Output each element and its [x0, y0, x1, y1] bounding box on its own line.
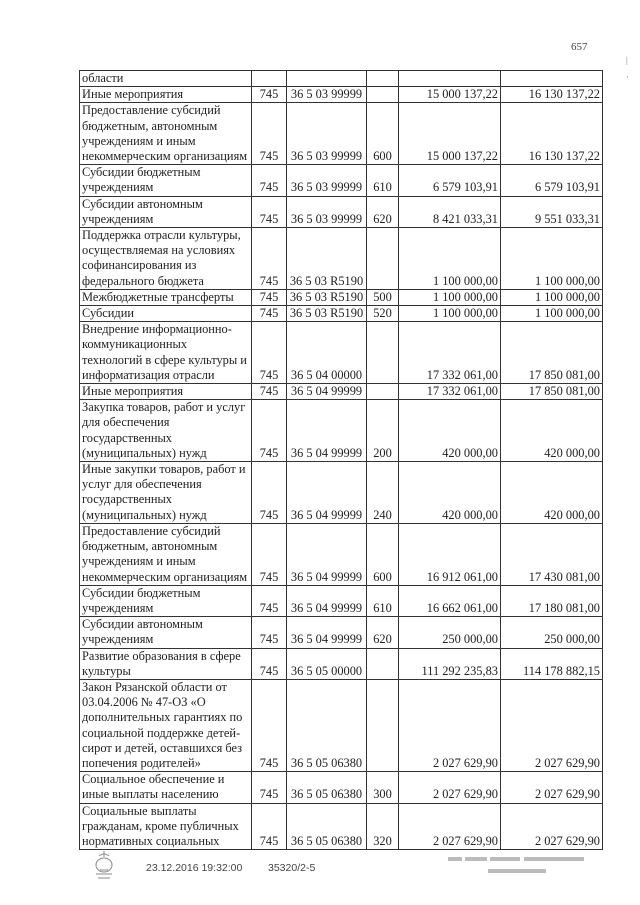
cell-amount-2017: 17 332 061,00 [399, 322, 501, 384]
cell-expense-type: 600 [367, 103, 399, 165]
cell-amount-2017: 420 000,00 [399, 462, 501, 524]
cell-expense-type [367, 71, 399, 87]
table-row [80, 462, 603, 524]
cell-amount-2017: 8 421 033,31 [399, 196, 501, 227]
cell-amount-2017: 1 100 000,00 [399, 228, 501, 290]
table-row [80, 648, 603, 679]
cell-amount-2018: 2 027 629,90 [501, 679, 603, 771]
registration-stamp [448, 853, 586, 879]
cell-target-article: 36 5 04 99999 [287, 523, 367, 585]
table-row [80, 617, 603, 648]
table-row [80, 523, 603, 585]
cell-amount-2018: 17 180 081,00 [501, 585, 603, 616]
table-row [80, 322, 603, 384]
cell-amount-2018: 17 850 081,00 [501, 384, 603, 400]
table-row [80, 196, 603, 227]
table-row [80, 679, 603, 771]
cell-target-article: 36 5 03 99999 [287, 165, 367, 196]
cell-amount-2017: 1 100 000,00 [399, 306, 501, 322]
cell-ministry: 745 [252, 289, 287, 305]
cell-amount-2018: 16 130 137,22 [501, 87, 603, 103]
cell-name: Закон Рязанской области от 03.04.2006 № 47-ОЗ «О дополнительных гарантиях по социальной поддержке детей-сирот и детей, оставшихся без попечения родителей» [80, 679, 252, 771]
cell-expense-type: 620 [367, 196, 399, 227]
cell-expense-type: 300 [367, 772, 399, 803]
cell-amount-2018: 2 027 629,90 [501, 803, 603, 850]
cell-expense-type: 240 [367, 462, 399, 524]
cell-name: Иные мероприятия [80, 384, 252, 400]
cell-name: Субсидии автономным учреждениям [80, 196, 252, 227]
cell-amount-2017: 111 292 235,83 [399, 648, 501, 679]
cell-ministry: 745 [252, 462, 287, 524]
cell-expense-type [367, 384, 399, 400]
table-row [80, 772, 603, 803]
cell-name: Субсидии бюджетным учреждениям [80, 585, 252, 616]
cell-ministry: 745 [252, 648, 287, 679]
cell-target-article: 36 5 03 99999 [287, 103, 367, 165]
cell-amount-2018: 114 178 882,15 [501, 648, 603, 679]
cell-amount-2017: 16 912 061,00 [399, 523, 501, 585]
cell-expense-type [367, 679, 399, 771]
cell-target-article: 36 5 04 99999 [287, 462, 367, 524]
cell-amount-2017: 15 000 137,22 [399, 87, 501, 103]
cell-ministry [252, 71, 287, 87]
cell-name: Развитие образования в сфере культуры [80, 648, 252, 679]
cell-ministry: 745 [252, 679, 287, 771]
cell-name: Поддержка отрасли культуры, осуществляемая на условиях софинансирования из федерального бюджета [80, 228, 252, 290]
cell-amount-2018: 2 027 629,90 [501, 772, 603, 803]
table-row [80, 87, 603, 103]
cell-ministry: 745 [252, 803, 287, 850]
cell-amount-2017: 17 332 061,00 [399, 384, 501, 400]
cell-expense-type: 200 [367, 400, 399, 462]
cell-target-article: 36 5 03 99999 [287, 196, 367, 227]
cell-amount-2017: 2 027 629,90 [399, 772, 501, 803]
cell-ministry: 745 [252, 228, 287, 290]
margin-mark: · [626, 72, 629, 82]
cell-expense-type: 620 [367, 617, 399, 648]
cell-expense-type [367, 87, 399, 103]
cell-name: области [80, 71, 252, 87]
cell-name: Внедрение информационно-коммуникационных технологий в сфере культуры и информатизация отрасли [80, 322, 252, 384]
cell-expense-type [367, 648, 399, 679]
cell-target-article: 36 5 04 00000 [287, 322, 367, 384]
cell-name: Закупка товаров, работ и услуг для обеспечения государственных (муниципальных) нужд [80, 400, 252, 462]
cell-ministry: 745 [252, 384, 287, 400]
cell-ministry: 745 [252, 400, 287, 462]
cell-amount-2017 [399, 71, 501, 87]
cell-amount-2018: 9 551 033,31 [501, 196, 603, 227]
cell-amount-2018: 17 430 081,00 [501, 523, 603, 585]
cell-amount-2018: 250 000,00 [501, 617, 603, 648]
cell-target-article: 36 5 05 06380 [287, 803, 367, 850]
cell-name: Социальные выплаты гражданам, кроме публичных нормативных социальных [80, 803, 252, 850]
table-row [80, 384, 603, 400]
cell-amount-2018: 6 579 103,91 [501, 165, 603, 196]
page-number: 657 [571, 41, 588, 53]
table-row [80, 306, 603, 322]
cell-expense-type: 610 [367, 165, 399, 196]
cell-amount-2018: 420 000,00 [501, 400, 603, 462]
cell-expense-type: 520 [367, 306, 399, 322]
cell-ministry: 745 [252, 103, 287, 165]
cell-amount-2017: 2 027 629,90 [399, 803, 501, 850]
cell-ministry: 745 [252, 523, 287, 585]
table-row [80, 103, 603, 165]
cell-ministry: 745 [252, 196, 287, 227]
cell-name: Иные закупки товаров, работ и услуг для обеспечения государственных (муниципальных) нужд [80, 462, 252, 524]
cell-target-article: 36 5 04 99999 [287, 585, 367, 616]
cell-ministry: 745 [252, 87, 287, 103]
cell-name: Иные мероприятия [80, 87, 252, 103]
table-row [80, 585, 603, 616]
table-row [80, 228, 603, 290]
cell-amount-2018 [501, 71, 603, 87]
cell-expense-type: 610 [367, 585, 399, 616]
cell-target-article: 36 5 05 00000 [287, 648, 367, 679]
cell-name: Предоставление субсидий бюджетным, автономным учреждениям и иным некоммерческим организациям [80, 103, 252, 165]
cell-ministry: 745 [252, 165, 287, 196]
cell-target-article: 36 5 04 99999 [287, 384, 367, 400]
cell-amount-2018: 420 000,00 [501, 462, 603, 524]
cell-amount-2017: 420 000,00 [399, 400, 501, 462]
cell-name: Субсидии [80, 306, 252, 322]
cell-name: Субсидии автономным учреждениям [80, 617, 252, 648]
cell-target-article: 36 5 03 R5190 [287, 306, 367, 322]
cell-target-article: 36 5 04 99999 [287, 617, 367, 648]
table-row [80, 289, 603, 305]
cell-ministry: 745 [252, 617, 287, 648]
cell-name: Социальное обеспечение и иные выплаты населению [80, 772, 252, 803]
cell-amount-2018: 1 100 000,00 [501, 306, 603, 322]
cell-ministry: 745 [252, 772, 287, 803]
cell-expense-type [367, 228, 399, 290]
cell-target-article: 36 5 03 R5190 [287, 289, 367, 305]
cell-amount-2017: 16 662 061,00 [399, 585, 501, 616]
footer-datetime: 23.12.2016 19:32:00 [146, 862, 243, 874]
cell-target-article: 36 5 05 06380 [287, 679, 367, 771]
cell-amount-2018: 17 850 081,00 [501, 322, 603, 384]
cell-name: Субсидии бюджетным учреждениям [80, 165, 252, 196]
cell-amount-2017: 250 000,00 [399, 617, 501, 648]
cell-amount-2017: 1 100 000,00 [399, 289, 501, 305]
cell-expense-type: 600 [367, 523, 399, 585]
cell-ministry: 745 [252, 585, 287, 616]
cell-name: Предоставление субсидий бюджетным, автономным учреждениям и иным некоммерческим организациям [80, 523, 252, 585]
cell-expense-type: 500 [367, 289, 399, 305]
cell-amount-2018: 16 130 137,22 [501, 103, 603, 165]
cell-ministry: 745 [252, 306, 287, 322]
cell-amount-2017: 6 579 103,91 [399, 165, 501, 196]
footer-doc-code: 35320/2-5 [268, 862, 316, 874]
cell-expense-type: 320 [367, 803, 399, 850]
table-row [80, 71, 603, 87]
cell-target-article [287, 71, 367, 87]
budget-table [79, 70, 603, 850]
table-row [80, 400, 603, 462]
cell-amount-2017: 15 000 137,22 [399, 103, 501, 165]
emblem-icon [90, 848, 118, 882]
cell-expense-type [367, 322, 399, 384]
table-row [80, 803, 603, 850]
margin-mark: | [626, 55, 628, 65]
cell-ministry: 745 [252, 322, 287, 384]
cell-amount-2017: 2 027 629,90 [399, 679, 501, 771]
table-row [80, 165, 603, 196]
cell-target-article: 36 5 03 99999 [287, 87, 367, 103]
cell-amount-2018: 1 100 000,00 [501, 228, 603, 290]
cell-target-article: 36 5 05 06380 [287, 772, 367, 803]
cell-target-article: 36 5 03 R5190 [287, 228, 367, 290]
cell-amount-2018: 1 100 000,00 [501, 289, 603, 305]
cell-name: Межбюджетные трансферты [80, 289, 252, 305]
cell-target-article: 36 5 04 99999 [287, 400, 367, 462]
